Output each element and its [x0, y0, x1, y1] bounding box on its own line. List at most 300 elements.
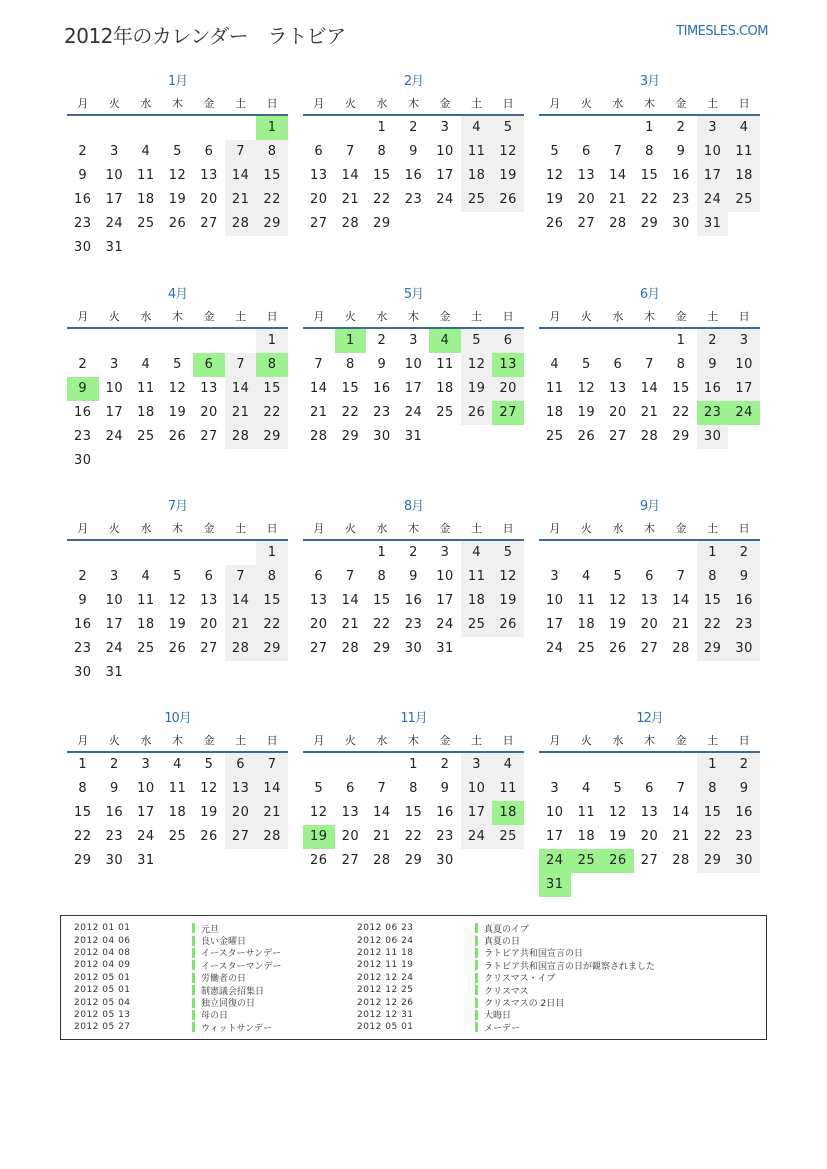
day-cell: 24	[105, 216, 124, 231]
month-name: 12月	[636, 711, 663, 726]
empty-cell	[335, 753, 367, 777]
day-cell: 14	[609, 168, 627, 183]
empty-cell	[366, 753, 398, 777]
day-cell: 17	[436, 593, 454, 608]
day-cell: 23	[436, 829, 454, 844]
day-cell: 22	[256, 613, 288, 637]
day-cell: 16	[74, 405, 92, 420]
day-cell: 22	[256, 401, 288, 425]
day-cell: 4	[461, 116, 493, 140]
day-cell: 22	[74, 829, 92, 844]
day-cell: 17	[697, 164, 729, 188]
day-cell: 3	[728, 329, 760, 353]
holiday-row	[357, 972, 655, 984]
weekday-header	[539, 305, 760, 329]
day-cell: 10	[105, 593, 124, 608]
empty-cell	[634, 329, 666, 353]
week-row	[303, 825, 524, 849]
day-cell: 5	[550, 144, 560, 159]
empty-cell	[99, 541, 131, 565]
empty-cell	[634, 541, 666, 565]
day-cell: 17	[105, 617, 124, 632]
day-cell: 5	[461, 329, 493, 353]
day-cell: 24	[461, 825, 493, 849]
weekday-label: 土	[707, 734, 719, 747]
week-row	[539, 377, 760, 401]
day-cell: 25	[461, 613, 493, 637]
week-row	[303, 401, 524, 425]
day-cell: 13	[577, 168, 596, 183]
empty-cell	[665, 753, 697, 777]
day-cell: 28	[672, 641, 690, 656]
holiday-row	[357, 1009, 655, 1021]
weekday-label: 火	[344, 734, 356, 747]
day-cell: 17	[546, 617, 564, 632]
weekday-label: 土	[707, 310, 719, 323]
day-cell: 11	[168, 781, 187, 796]
day-cell: 24	[728, 401, 760, 425]
empty-cell	[539, 329, 571, 353]
week-row	[539, 116, 760, 140]
empty-cell	[634, 873, 666, 897]
day-cell: 28	[256, 825, 288, 849]
day-cell: 12	[461, 353, 493, 377]
weekday-label: 土	[235, 522, 247, 535]
day-cell: 10	[728, 353, 760, 377]
empty-cell	[193, 541, 225, 565]
empty-cell	[99, 329, 131, 353]
weekday-label: 金	[675, 97, 687, 110]
day-cell: 13	[640, 593, 659, 608]
week-row	[539, 873, 760, 897]
day-cell: 14	[256, 777, 288, 801]
holiday-name: メーデー	[484, 1023, 521, 1034]
day-cell: 6	[314, 144, 324, 159]
weekday-label: 土	[471, 522, 483, 535]
day-cell: 7	[256, 753, 288, 777]
day-cell: 18	[137, 617, 155, 632]
weekday-label: 日	[266, 310, 278, 323]
weekday-label: 土	[471, 734, 483, 747]
holiday-row	[74, 922, 282, 934]
day-cell: 31	[404, 429, 423, 444]
holiday-row	[357, 996, 655, 1008]
weekday-label: 水	[612, 522, 624, 535]
weekday-label: 水	[376, 310, 388, 323]
weekday-label: 木	[407, 97, 419, 110]
day-cell: 31	[137, 853, 155, 868]
holiday-list-right	[357, 922, 655, 1034]
weekday-label: 水	[140, 734, 152, 747]
day-cell: 6	[613, 357, 623, 372]
day-cell: 8	[256, 140, 288, 164]
day-cell: 8	[409, 781, 418, 796]
day-cell: 11	[137, 381, 155, 396]
week-row	[303, 613, 524, 637]
day-cell: 30	[74, 665, 92, 680]
holiday-name: 真夏の日	[484, 937, 521, 948]
week-row	[539, 753, 760, 777]
day-cell: 10	[546, 805, 564, 820]
week-row	[67, 849, 288, 873]
empty-cell	[492, 637, 524, 661]
day-cell: 12	[310, 805, 328, 820]
day-cell: 3	[461, 753, 493, 777]
weekday-label: 木	[407, 734, 419, 747]
week-row	[67, 164, 288, 188]
day-cell: 17	[461, 801, 493, 825]
holiday-name: 独立回復の日	[201, 999, 256, 1010]
weekday-label: 月	[313, 734, 325, 747]
day-cell: 18	[492, 801, 524, 825]
empty-cell	[225, 449, 257, 473]
empty-cell	[571, 116, 603, 140]
day-cell: 18	[137, 192, 155, 207]
day-cell: 29	[256, 212, 288, 236]
day-cell: 4	[141, 144, 151, 159]
day-cell: 7	[345, 569, 355, 584]
day-cell: 10	[436, 144, 454, 159]
day-cell: 23	[105, 829, 124, 844]
day-cell: 25	[577, 641, 596, 656]
day-cell: 21	[341, 192, 360, 207]
day-cell: 12	[168, 168, 187, 183]
week-row	[303, 777, 524, 801]
holiday-date: 2012 12 25	[357, 985, 414, 996]
day-cell: 30	[728, 637, 760, 661]
day-cell: 4	[141, 569, 151, 584]
day-cell: 13	[200, 168, 218, 183]
holiday-row	[74, 1009, 282, 1021]
day-cell: 11	[728, 140, 760, 164]
empty-cell	[130, 329, 162, 353]
day-cell: 4	[728, 116, 760, 140]
month-name: 4月	[167, 287, 188, 302]
week-row	[67, 661, 288, 685]
empty-cell	[728, 873, 760, 897]
week-row	[539, 565, 760, 589]
weekday-label: 日	[738, 734, 750, 747]
empty-cell	[571, 873, 603, 897]
holiday-date: 2012 12 31	[357, 1009, 414, 1020]
day-cell: 27	[200, 429, 218, 444]
day-cell: 16	[404, 593, 423, 608]
day-cell: 22	[341, 405, 360, 420]
week-row	[67, 140, 288, 164]
day-cell: 21	[373, 829, 391, 844]
day-cell: 18	[728, 164, 760, 188]
week-row	[303, 637, 524, 661]
day-cell: 2	[409, 545, 418, 560]
day-cell: 13	[640, 805, 659, 820]
day-cell: 26	[546, 216, 564, 231]
weekday-label: 水	[140, 97, 152, 110]
holiday-date: 2012 11 19	[357, 960, 414, 971]
month-block	[303, 72, 524, 236]
day-cell: 19	[577, 405, 596, 420]
holiday-date: 2012 05 01	[74, 972, 131, 983]
day-cell: 14	[672, 593, 690, 608]
weekday-label: 月	[549, 522, 561, 535]
weekday-label: 月	[549, 97, 561, 110]
empty-cell	[67, 329, 99, 353]
day-cell: 15	[341, 381, 360, 396]
month-block	[67, 72, 288, 260]
day-cell: 30	[436, 853, 454, 868]
empty-cell	[193, 849, 225, 873]
day-cell: 19	[168, 405, 187, 420]
day-cell: 24	[105, 641, 124, 656]
day-cell: 27	[609, 429, 627, 444]
day-cell: 30	[728, 849, 760, 873]
day-cell: 3	[141, 757, 151, 772]
day-cell: 14	[672, 805, 690, 820]
day-cell: 3	[109, 569, 119, 584]
brand-link[interactable]: TIMESLES.COM	[676, 24, 768, 39]
day-cell: 20	[640, 617, 659, 632]
day-cell: 17	[105, 405, 124, 420]
week-row	[303, 589, 524, 613]
day-cell: 22	[640, 192, 659, 207]
page-title: 2012年のカレンダー ラトビア	[64, 24, 346, 48]
day-cell: 20	[640, 829, 659, 844]
day-cell: 4	[581, 569, 591, 584]
day-cell: 17	[137, 805, 155, 820]
holiday-date: 2012 11 18	[357, 947, 414, 958]
weekday-label: 火	[580, 522, 592, 535]
empty-cell	[225, 849, 257, 873]
holiday-row	[357, 959, 655, 971]
week-row	[67, 188, 288, 212]
day-cell: 13	[200, 593, 218, 608]
holiday-name: 真夏のイブ	[484, 924, 529, 935]
weekday-label: 火	[344, 310, 356, 323]
month-name: 7月	[167, 499, 188, 514]
weekday-label: 土	[471, 310, 483, 323]
day-cell: 9	[109, 781, 119, 796]
day-cell: 5	[173, 357, 182, 372]
holiday-marker	[475, 973, 478, 983]
day-cell: 14	[225, 377, 257, 401]
day-cell: 4	[173, 757, 182, 772]
day-cell: 19	[492, 589, 524, 613]
day-cell: 4	[429, 329, 461, 353]
week-row	[303, 425, 524, 449]
holiday-date: 2012 06 24	[357, 935, 414, 946]
day-cell: 6	[645, 569, 654, 584]
week-row	[67, 777, 288, 801]
weekday-label: 土	[235, 97, 247, 110]
day-cell: 26	[168, 216, 187, 231]
week-row	[539, 212, 760, 236]
empty-cell	[130, 236, 162, 260]
day-cell: 15	[256, 377, 288, 401]
day-cell: 1	[409, 757, 418, 772]
day-cell: 10	[436, 569, 454, 584]
holiday-name: クリスマス	[484, 986, 529, 997]
day-cell: 8	[256, 565, 288, 589]
empty-cell	[303, 329, 335, 353]
day-cell: 8	[377, 144, 387, 159]
weekday-label: 月	[77, 310, 89, 323]
month-block	[539, 497, 760, 661]
day-cell: 21	[640, 405, 659, 420]
empty-cell	[571, 329, 603, 353]
day-cell: 6	[204, 569, 214, 584]
day-cell: 24	[105, 429, 124, 444]
day-cell: 28	[225, 425, 257, 449]
day-cell: 1	[377, 545, 387, 560]
weekday-label: 月	[313, 522, 325, 535]
empty-cell	[539, 753, 571, 777]
day-cell: 4	[141, 357, 151, 372]
day-cell: 4	[550, 357, 560, 372]
week-row	[303, 565, 524, 589]
weekday-label: 金	[675, 522, 687, 535]
day-cell: 25	[168, 829, 187, 844]
weekday-label: 水	[376, 734, 388, 747]
day-cell: 12	[609, 805, 627, 820]
day-cell: 9	[78, 593, 88, 608]
day-cell: 13	[341, 805, 360, 820]
empty-cell	[193, 236, 225, 260]
day-cell: 9	[728, 565, 760, 589]
day-cell: 7	[377, 781, 387, 796]
day-cell: 10	[105, 168, 124, 183]
day-cell: 28	[640, 429, 659, 444]
day-cell: 11	[436, 357, 454, 372]
empty-cell	[162, 116, 194, 140]
empty-cell	[225, 116, 257, 140]
day-cell: 25	[436, 405, 454, 420]
day-cell: 28	[373, 853, 391, 868]
day-cell: 9	[676, 144, 686, 159]
day-cell: 16	[404, 168, 423, 183]
empty-cell	[99, 449, 131, 473]
day-cell: 1	[377, 120, 387, 135]
day-cell: 19	[200, 805, 218, 820]
day-cell: 19	[609, 617, 627, 632]
day-cell: 27	[640, 641, 659, 656]
week-row	[303, 116, 524, 140]
weekday-label: 火	[344, 522, 356, 535]
week-row	[539, 140, 760, 164]
day-cell: 25	[137, 641, 155, 656]
empty-cell	[728, 425, 760, 449]
day-cell: 29	[74, 853, 92, 868]
holiday-marker	[192, 1022, 195, 1032]
empty-cell	[461, 849, 493, 873]
day-cell: 12	[168, 593, 187, 608]
holiday-marker	[475, 936, 478, 946]
holiday-date: 2012 04 08	[74, 947, 131, 958]
day-cell: 30	[74, 240, 92, 255]
month-name: 5月	[403, 287, 424, 302]
day-cell: 2	[109, 757, 119, 772]
weekday-label: 日	[266, 97, 278, 110]
week-row	[539, 353, 760, 377]
week-row	[67, 801, 288, 825]
day-cell: 22	[404, 829, 423, 844]
day-cell: 12	[577, 381, 596, 396]
week-row	[67, 753, 288, 777]
day-cell: 21	[672, 829, 690, 844]
weekday-label: 水	[376, 97, 388, 110]
day-cell: 21	[672, 617, 690, 632]
day-cell: 1	[645, 120, 654, 135]
day-cell: 20	[609, 405, 627, 420]
day-cell: 28	[609, 216, 627, 231]
weekday-label: 日	[502, 310, 514, 323]
day-cell: 7	[645, 357, 654, 372]
day-cell: 9	[728, 777, 760, 801]
day-cell: 9	[409, 144, 418, 159]
week-row	[539, 188, 760, 212]
weekday-label: 金	[439, 97, 451, 110]
day-cell: 19	[492, 164, 524, 188]
empty-cell	[225, 329, 257, 353]
month-name: 10月	[164, 711, 191, 726]
empty-cell	[130, 661, 162, 685]
day-cell: 7	[225, 565, 257, 589]
holiday-row	[357, 947, 655, 959]
day-cell: 16	[74, 192, 92, 207]
weekday-label: 日	[738, 522, 750, 535]
day-cell: 24	[137, 829, 155, 844]
day-cell: 27	[200, 216, 218, 231]
day-cell: 3	[109, 144, 119, 159]
day-cell: 3	[550, 781, 560, 796]
month-name: 3月	[639, 74, 660, 89]
week-row	[539, 801, 760, 825]
empty-cell	[162, 236, 194, 260]
day-cell: 21	[310, 405, 328, 420]
week-row	[303, 329, 524, 353]
weekday-header	[539, 517, 760, 541]
holiday-row	[74, 947, 282, 959]
empty-cell	[728, 212, 760, 236]
holiday-date: 2012 05 01	[74, 985, 131, 996]
week-row	[67, 541, 288, 565]
weekday-label: 土	[235, 310, 247, 323]
day-cell: 28	[225, 212, 257, 236]
day-cell: 25	[546, 429, 564, 444]
day-cell: 1	[335, 329, 367, 353]
day-cell: 26	[609, 641, 627, 656]
day-cell: 25	[492, 825, 524, 849]
day-cell: 23	[373, 405, 391, 420]
day-cell: 15	[373, 593, 391, 608]
day-cell: 21	[609, 192, 627, 207]
weekday-label: 金	[439, 522, 451, 535]
week-row	[539, 777, 760, 801]
day-cell: 9	[440, 781, 450, 796]
day-cell: 24	[697, 188, 729, 212]
day-cell: 29	[697, 637, 729, 661]
empty-cell	[571, 541, 603, 565]
day-cell: 29	[672, 429, 690, 444]
day-cell: 2	[728, 753, 760, 777]
day-cell: 10	[461, 777, 493, 801]
day-cell: 19	[303, 825, 335, 849]
day-cell: 20	[200, 405, 218, 420]
day-cell: 6	[204, 144, 214, 159]
empty-cell	[602, 329, 634, 353]
day-cell: 11	[137, 593, 155, 608]
holiday-marker	[475, 948, 478, 958]
week-row	[303, 140, 524, 164]
weekday-label: 土	[471, 97, 483, 110]
